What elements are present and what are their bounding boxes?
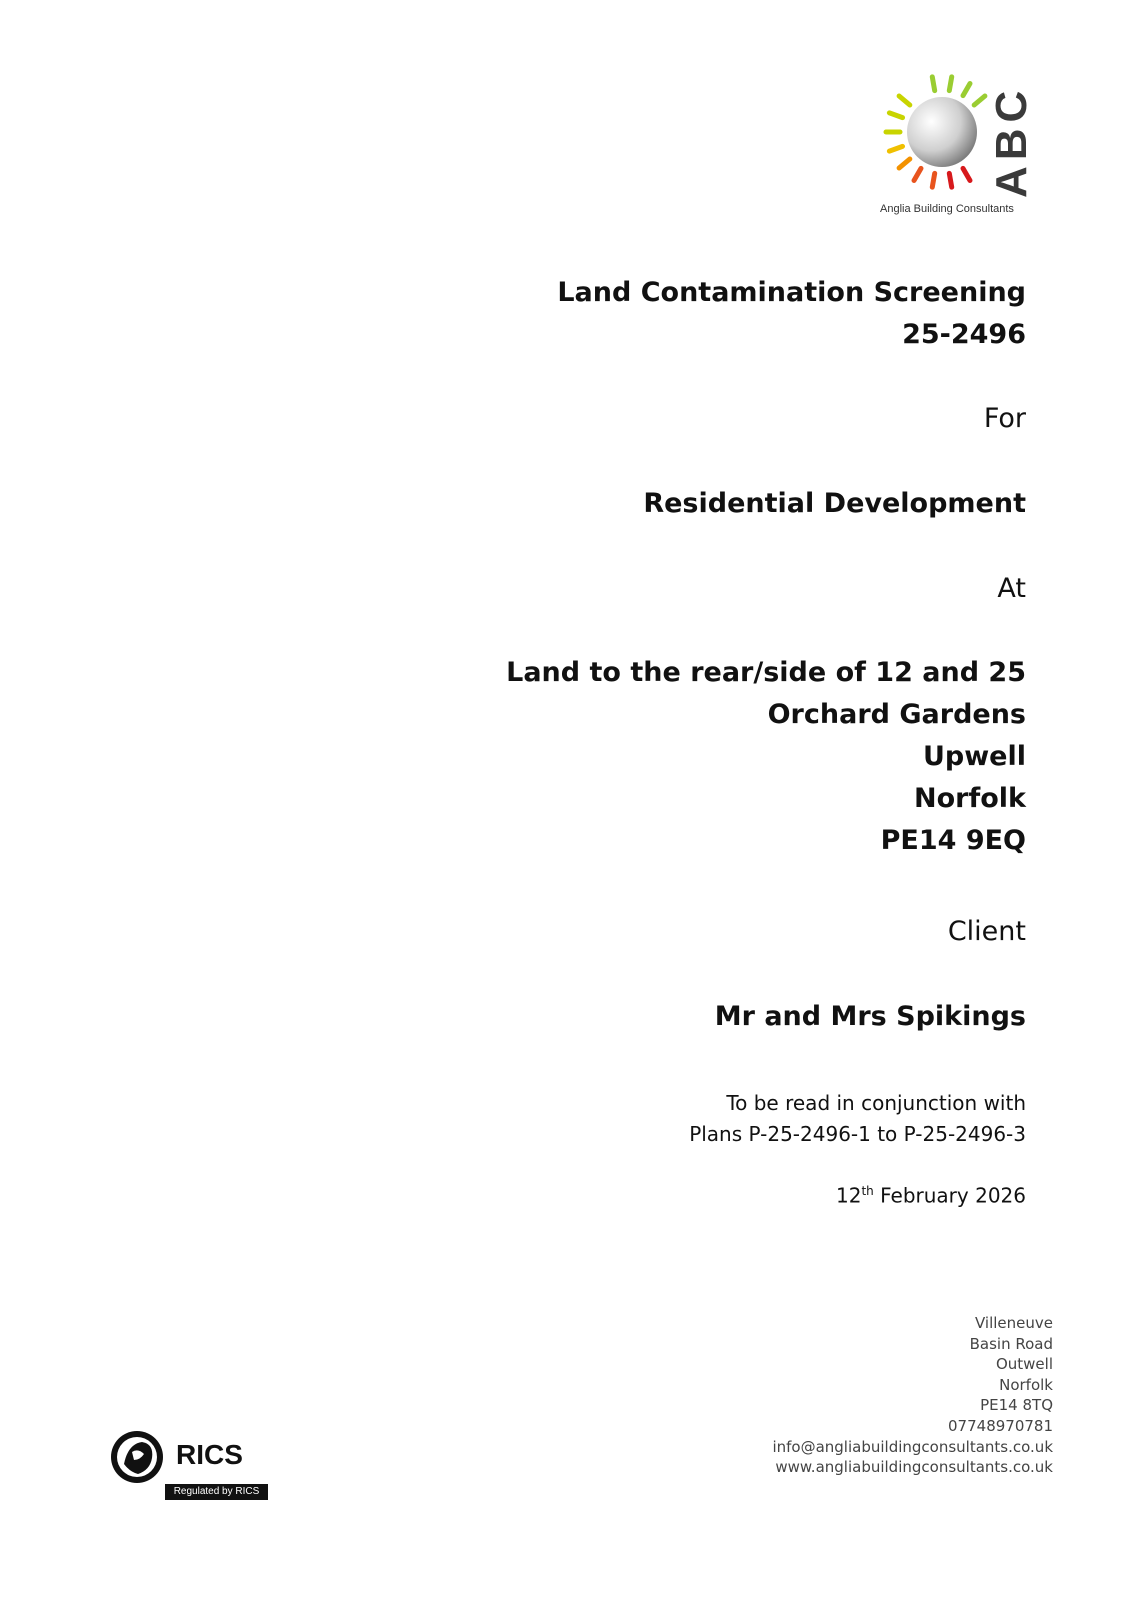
contact-line: Villeneuve bbox=[974, 1314, 1053, 1332]
for-label: For bbox=[983, 403, 1026, 434]
address-line: Norfolk bbox=[914, 783, 1026, 814]
note-line: Plans P-25-2496-1 to P-25-2496-3 bbox=[689, 1122, 1026, 1146]
report-date bbox=[836, 1176, 1026, 1212]
sun-sphere-icon bbox=[886, 77, 985, 187]
contact-line: Norfolk bbox=[999, 1375, 1053, 1394]
address-line: Land to the rear/side of 12 and 25 bbox=[506, 657, 1026, 688]
report-title: Land Contamination Screening bbox=[557, 277, 1026, 308]
rics-badge: Regulated by RICS bbox=[165, 1484, 268, 1500]
rics-name: RICS bbox=[176, 1439, 243, 1470]
contact-line: Outwell bbox=[995, 1355, 1053, 1374]
date-day: 12 bbox=[835, 1183, 862, 1208]
address-line: PE14 9EQ bbox=[880, 825, 1026, 856]
contact-phone: 07748970781 bbox=[948, 1416, 1053, 1435]
contact-email[interactable]: info@angliabuildingconsultants.co.uk bbox=[772, 1437, 1053, 1456]
client-label: Client bbox=[947, 916, 1026, 947]
client-name: Mr and Mrs Spikings bbox=[714, 1001, 1026, 1032]
logo-caption: Anglia Building Consultants bbox=[880, 203, 1014, 215]
sun-ray bbox=[899, 96, 910, 105]
sun-ray bbox=[889, 146, 902, 151]
address-line: Orchard Gardens bbox=[767, 699, 1026, 730]
contact-website[interactable]: www.angliabuildingconsultants.co.uk bbox=[775, 1458, 1053, 1477]
date-suffix: th bbox=[861, 1184, 874, 1198]
sun-ray bbox=[932, 173, 934, 187]
sun-ray bbox=[949, 77, 951, 91]
logo-letters: ABC bbox=[987, 84, 1036, 198]
sun-ray bbox=[889, 113, 902, 118]
development-purpose: Residential Development bbox=[643, 488, 1026, 519]
date-rest: February 2026 bbox=[880, 1183, 1026, 1208]
sun-ray bbox=[899, 159, 910, 168]
report-reference: 25-2496 bbox=[902, 319, 1026, 350]
sun-ray bbox=[914, 168, 921, 180]
at-label: At bbox=[997, 573, 1026, 604]
sun-ray bbox=[963, 168, 970, 180]
contact-line: Basin Road bbox=[969, 1334, 1053, 1353]
address-line: Upwell bbox=[922, 741, 1026, 772]
note-line: To be read in conjunction with bbox=[726, 1091, 1026, 1115]
contact-block bbox=[772, 1313, 1053, 1478]
sun-ray bbox=[932, 77, 934, 91]
report-title-block bbox=[557, 272, 1026, 356]
sun-ray bbox=[963, 84, 970, 96]
sun-ray bbox=[949, 173, 951, 187]
abc-logo bbox=[878, 70, 1038, 220]
site-address bbox=[506, 652, 1026, 862]
conjunction-note bbox=[689, 1088, 1026, 1150]
sun-ray bbox=[974, 96, 985, 105]
contact-line: PE14 8TQ bbox=[980, 1396, 1053, 1415]
